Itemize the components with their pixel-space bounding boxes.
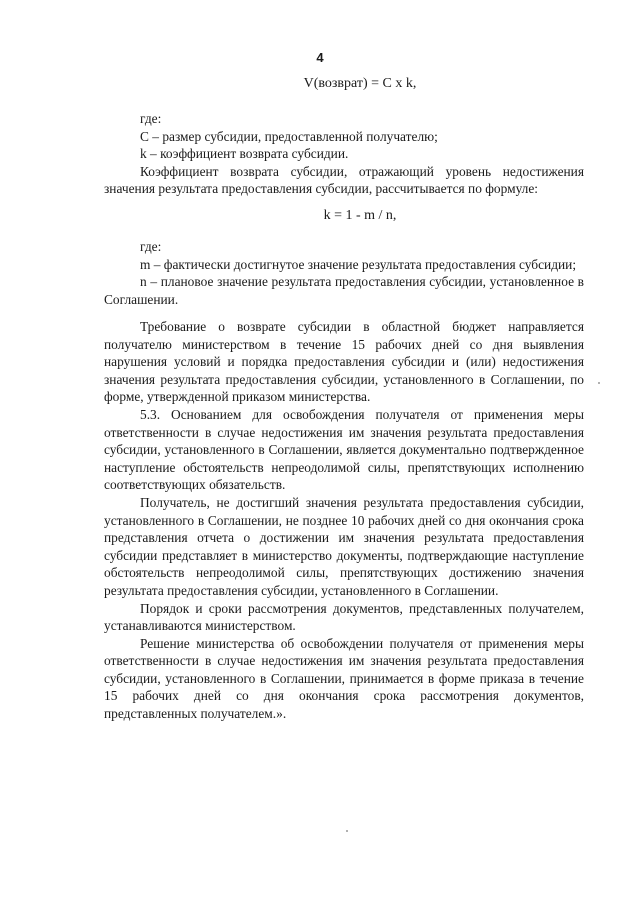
paragraph-decision: Решение министерства об освобождении получателя от применения меры ответственности в случае недостижения им значения результата предоставления субсидии, установленного в Соглашении, принимается в форме приказа в течение 15 рабочих дней со дня окончания срока рассмотрения документов, представленных получателем.». bbox=[104, 635, 584, 722]
definitions-block-2 bbox=[104, 238, 584, 308]
where-label-2: где: bbox=[140, 239, 162, 254]
scan-speck bbox=[598, 382, 600, 384]
formula-coefficient: k = 1 - m / n, bbox=[323, 208, 397, 223]
formula-return-amount: V(возврат) = C x k, bbox=[303, 76, 417, 91]
paragraph-coefficient: Коэффициент возврата субсидии, отражающий уровень недостижения значения результата предоставления субсидии, рассчитывается по формуле: bbox=[104, 163, 584, 197]
definition-n: n – плановое значение результата предоставления субсидии, установленное в Соглашении. bbox=[104, 274, 584, 307]
paragraph-procedure: Порядок и сроки рассмотрения документов, представленных получателем, устанавливаются министерством. bbox=[104, 600, 584, 634]
definition-c: C – размер субсидии, предоставленной получателю; bbox=[140, 128, 438, 144]
page-number: 4 bbox=[316, 50, 324, 65]
definitions-block-1 bbox=[104, 110, 584, 198]
main-text bbox=[104, 318, 584, 723]
scan-speck bbox=[346, 830, 348, 832]
paragraph-recipient: Получатель, не достигший значения результата предоставления субсидии, установленного в Соглашении, не позднее 10 рабочих дней со дня окончания срока представления отчета о достижении им значения результата предоставления субсидии представляет в министерство документы, подтверждающие наступление обстоятельств непреодолимой силы, препятствующих достижению значения результата предоставления субсидии, установленного в Соглашении. bbox=[104, 494, 584, 598]
paragraph-requirement: Требование о возврате субсидии в областной бюджет направляется получателю министерством в течение 15 рабочих дней со дня выявления нарушения условий и порядка предоставления субсидии и (или) недостижения значения результата предоставления субсидии, установленного в Соглашении, по форме, утвержденной приказом министерства. bbox=[104, 319, 584, 405]
paragraph-5-3: 5.3. Основанием для освобождения получателя от применения меры ответственности в случае недостижения им значения результата предоставления субсидии, установленного в Соглашении, является документально подтвержденное наступление обстоятельств непреодолимой силы, препятствующих исполнению соответствующих обязательств. bbox=[104, 406, 584, 493]
definition-k: k – коэффициент возврата субсидии. bbox=[140, 146, 349, 162]
definition-m: m – фактически достигнутое значение результата предоставления субсидии; bbox=[140, 256, 577, 272]
where-label: где: bbox=[140, 111, 162, 126]
